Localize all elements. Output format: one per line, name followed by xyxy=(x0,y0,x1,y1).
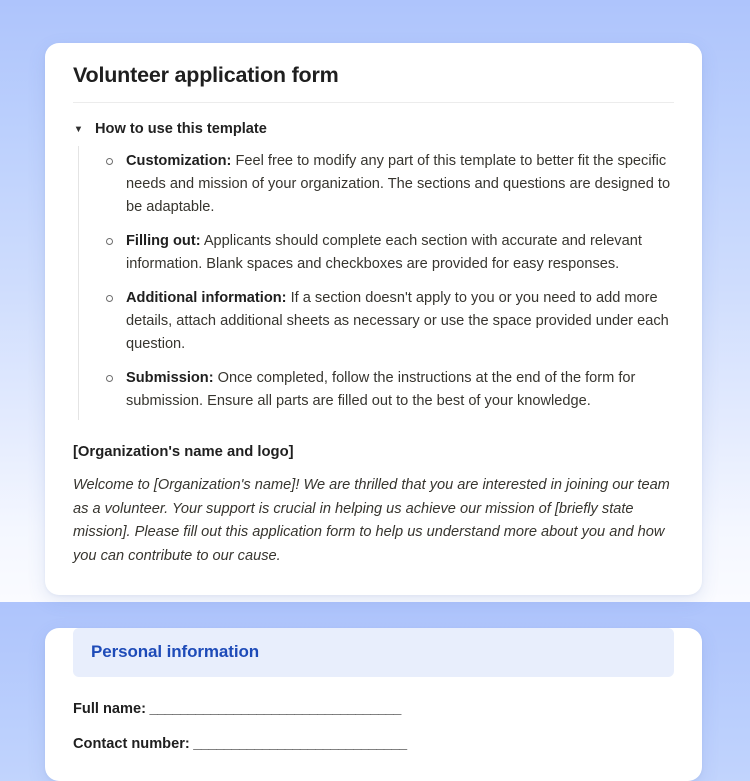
triangle-down-icon[interactable]: ▼ xyxy=(73,123,84,135)
welcome-paragraph: Welcome to [Organization's name]! We are thrilled that you are interested in joining our team as a volunteer. Your support is crucial in helping us achieve our mission of [briefly state mission]. Please fill out this application form to help us understand more about you and how you can contribute to our cause. xyxy=(73,477,670,565)
list-item-lead: Submission: xyxy=(126,370,214,387)
field-label: Contact number: xyxy=(73,736,190,753)
form-field-contact-number[interactable] xyxy=(73,734,674,755)
form-field-full-name[interactable] xyxy=(73,699,674,720)
field-blank-line[interactable]: _________________________________ xyxy=(145,700,401,717)
field-blank-line[interactable]: ____________________________ xyxy=(189,736,407,753)
title-divider xyxy=(73,102,674,103)
list-item-lead: Filling out: xyxy=(126,233,201,250)
document-card xyxy=(45,43,702,595)
section-title: Personal information xyxy=(91,641,260,661)
instructions-list xyxy=(79,150,674,413)
page-title: Volunteer application form xyxy=(73,63,339,87)
list-item-lead: Customization: xyxy=(126,153,232,170)
section-header-band xyxy=(73,628,674,677)
toggle-block-title: How to use this template xyxy=(95,120,267,137)
list-item-text: Once completed, follow the instructions at the end of the form for submission. Ensure all parts are filled out to the best of your knowledge. xyxy=(126,370,636,410)
list-item-text: Applicants should complete each section with accurate and relevant information. Blank spaces and checkboxes are provided for easy responses. xyxy=(126,233,642,273)
list-item xyxy=(79,150,674,219)
toggle-block-content xyxy=(78,146,674,419)
organization-heading: [Organization's name and logo] xyxy=(73,443,294,460)
list-item xyxy=(79,230,674,276)
form-field-list xyxy=(73,699,674,755)
list-item xyxy=(79,367,674,413)
list-item-text: Feel free to modify any part of this template to better fit the specific needs and mission of your organization. The sections and questions are designed to be adaptable. xyxy=(126,153,671,216)
list-item-lead: Additional information: xyxy=(126,290,287,307)
personal-information-card xyxy=(45,628,702,781)
field-label: Full name: xyxy=(73,700,146,717)
list-item-text: If a section doesn't apply to you or you need to add more details, attach additional sheets as necessary or use the space provided under each question. xyxy=(126,290,669,353)
toggle-block-header[interactable] xyxy=(73,119,674,140)
list-item xyxy=(79,287,674,356)
